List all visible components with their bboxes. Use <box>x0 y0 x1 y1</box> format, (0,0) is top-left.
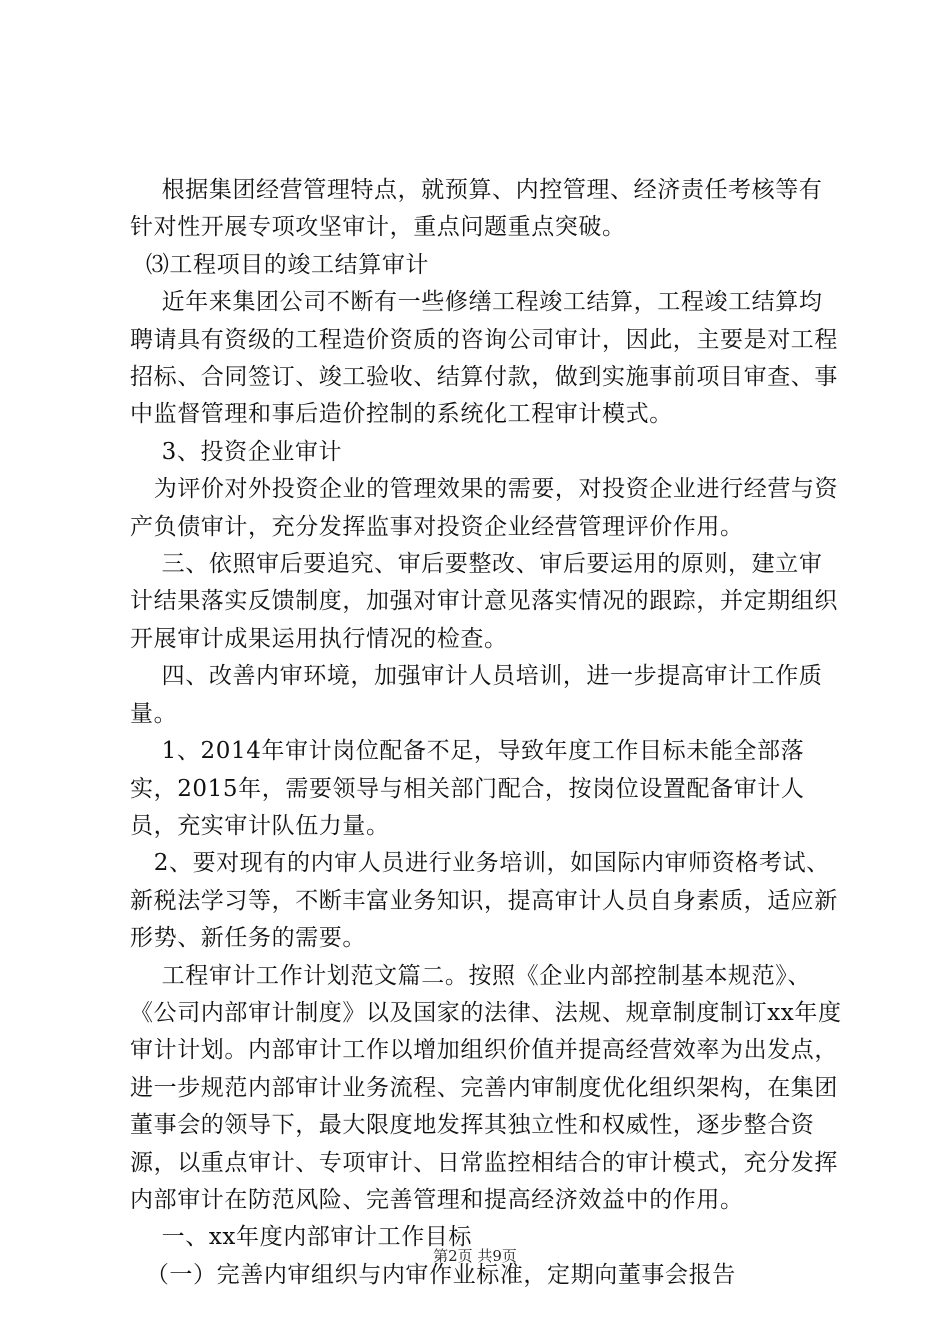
body-paragraph: 1、2014年审计岗位配备不足，导致年度工作目标未能全部落实，2015年，需要领导与相关部门配合，按岗位设置配备审计人员，充实审计队伍力量。 <box>130 738 805 839</box>
body-paragraph: 为评价对外投资企业的管理效果的需要，对投资企业进行经营与资产负债审计，充分发挥监事对投资企业经营管理评价作用。 <box>130 476 839 540</box>
body-paragraph: ⑶工程项目的竣工结算审计 <box>130 251 430 278</box>
body-paragraph: 四、改善内审环境，加强审计人员培训，进一步提高审计工作质量。 <box>130 663 823 727</box>
document-body <box>130 172 842 1294</box>
body-paragraph: 近年来集团公司不断有一些修缮工程竣工结算，工程竣工结算均聘请具有资级的工程造价资质的咨询公司审计，因此，主要是对工程招标、合同签订、竣工验收、结算付款，做到实施事前项目审查、事中监督管理和事后造价控制的系统化工程审计模式。 <box>130 289 838 428</box>
page-footer: 第2页 共9页 <box>433 1247 517 1265</box>
body-paragraph: 2、要对现有的内审人员进行业务培训，如国际内审师资格考试、新税法学习等，不断丰富业务知识，提高审计人员自身素质，适应新形势、新任务的需要。 <box>130 850 838 952</box>
body-paragraph: 工程审计工作计划范文篇二。按照《企业内部控制基本规范》、《公司内部审计制度》以及国家的法律、法规、规章制度制订xx年度审计计划。内部审计工作以增加组织价值并提高经营效率为出发点，进一步规范内部审计业务流程、完善内审制度优化组织架构，在集团董事会的领导下，最大限度地发挥其独立性和权威性，逐步整合资源，以重点审计、专项审计、日常监控相结合的审计模式，充分发挥内部审计在防范风险、完善管理和提高经济效益中的作用。 <box>130 962 842 1213</box>
body-paragraph: （一）完善内审组织与内审作业标准，定期向董事会报告 <box>130 1261 736 1288</box>
body-paragraph: 一、xx年度内部审计工作目标 <box>130 1224 472 1251</box>
body-paragraph: 根据集团经营管理特点，就预算、内控管理、经济责任考核等有针对性开展专项攻坚审计，重点问题重点突破。 <box>130 177 823 241</box>
body-paragraph: 三、依照审后要追究、审后要整改、审后要运用的原则，建立审计结果落实反馈制度，加强对审计意见落实情况的跟踪，并定期组织开展审计成果运用执行情况的检查。 <box>130 551 838 652</box>
body-paragraph: 3、投资企业审计 <box>130 438 343 465</box>
